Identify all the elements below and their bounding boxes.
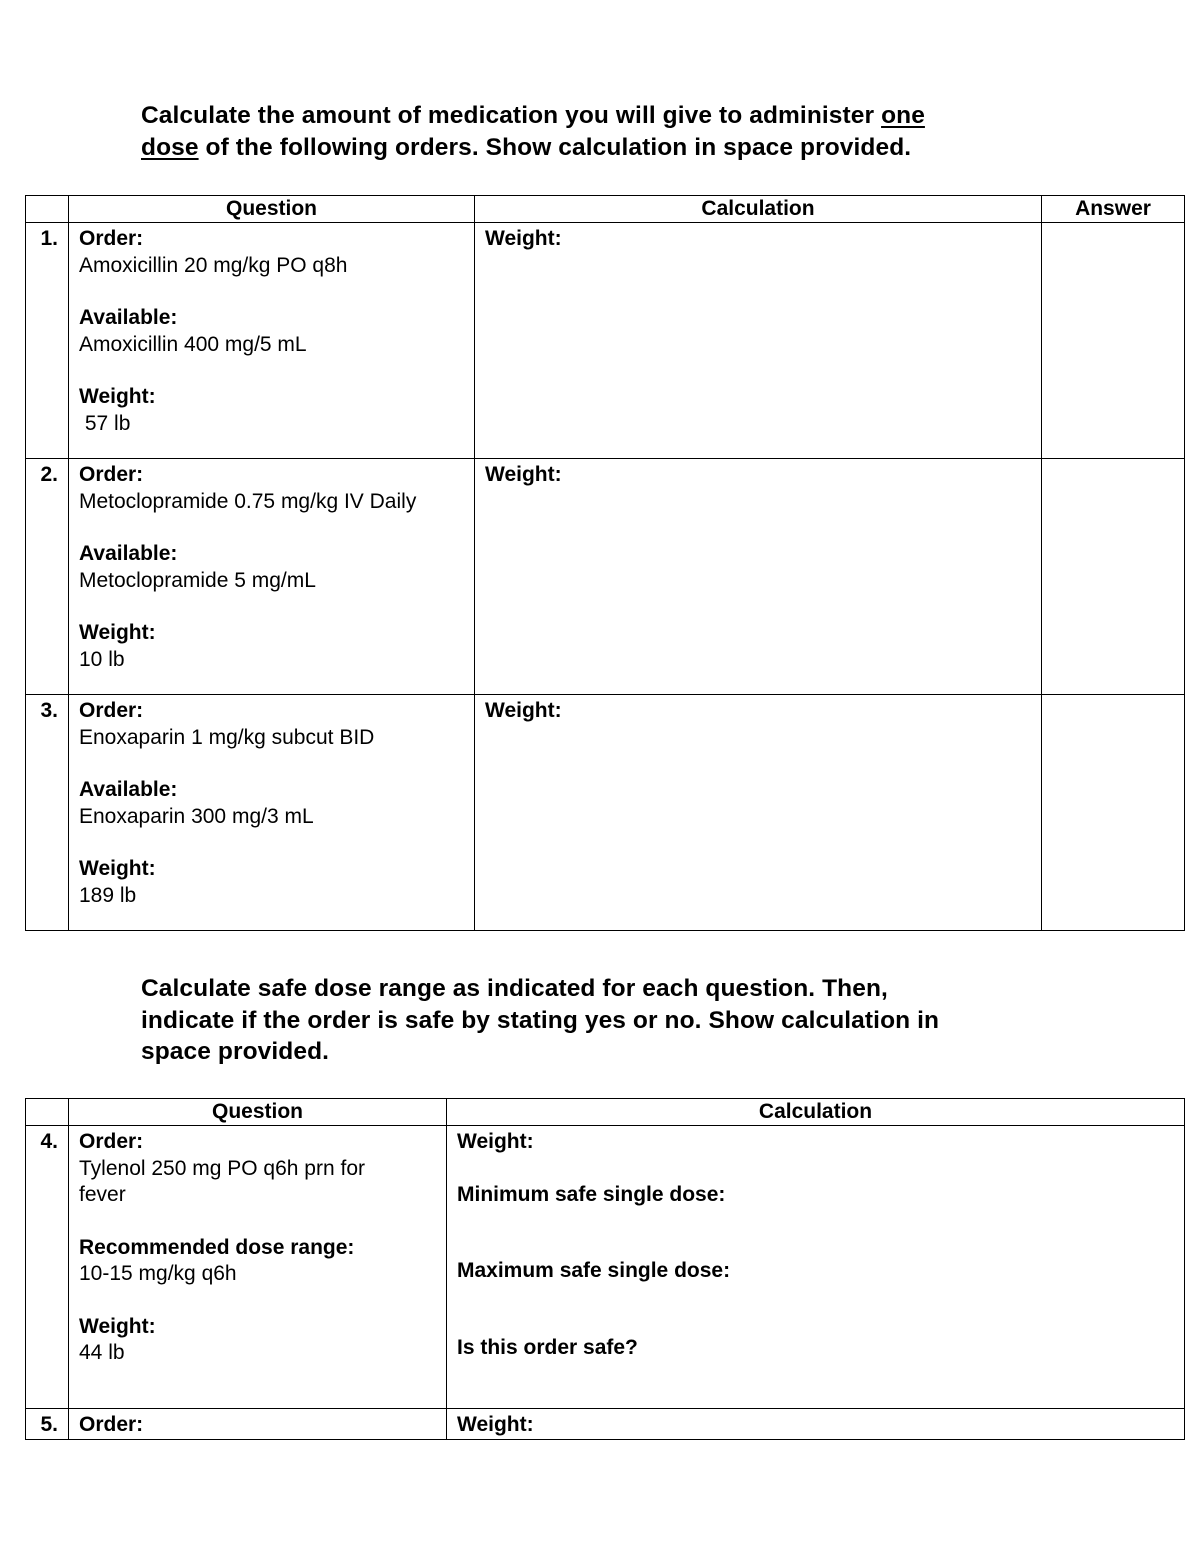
order-value: Enoxaparin 1 mg/kg subcut BID [79, 725, 375, 749]
available-label: Available: [79, 542, 178, 565]
weight-value: 10 lb [79, 647, 125, 671]
calc-weight-label: Weight: [485, 699, 562, 722]
order-label: Order: [79, 699, 144, 722]
table-header-row [26, 196, 1185, 223]
calculation-cell[interactable] [475, 459, 1042, 695]
question-number: 4. [26, 1126, 69, 1409]
calc-weight-label: Weight: [485, 463, 562, 486]
instruction-underlined-one: one [881, 102, 925, 129]
instructions-section-1 [141, 100, 925, 164]
available-value: Metoclopramide 5 mg/mL [79, 568, 316, 592]
instruction-line-3: space provided. [141, 1038, 330, 1065]
table-row [26, 1409, 1185, 1440]
safe-dose-range-table [25, 1098, 1185, 1440]
calculation-cell[interactable] [475, 223, 1042, 459]
answer-cell[interactable] [1042, 695, 1185, 931]
table-row [26, 1126, 1185, 1409]
instruction-line-2: indicate if the order is safe by stating yes or no. Show calculation in [141, 1006, 940, 1034]
table-header-row [26, 1099, 1185, 1126]
instruction-line-1 [141, 100, 925, 132]
available-value: Enoxaparin 300 mg/3 mL [79, 804, 314, 828]
table-row [26, 459, 1185, 695]
order-value-line-1: Tylenol 250 mg PO q6h prn for [79, 1156, 365, 1180]
order-label: Order: [79, 463, 144, 486]
question-number: 3. [26, 695, 69, 931]
header-calculation: Calculation [475, 196, 1042, 223]
medication-calculation-table [25, 195, 1185, 931]
dose-range-value: 10-15 mg/kg q6h [79, 1262, 237, 1285]
order-label: Order: [79, 1130, 144, 1153]
calculation-cell[interactable] [447, 1409, 1185, 1440]
calculation-cell[interactable] [475, 695, 1042, 931]
order-safe-question: Is this order safe? [457, 1335, 638, 1359]
header-calculation: Calculation [447, 1099, 1185, 1126]
order-label: Order: [79, 1413, 144, 1436]
table-row [26, 223, 1185, 459]
question-cell [69, 1409, 447, 1440]
header-number [26, 196, 69, 223]
instruction-line-1: Calculate safe dose range as indicated for each question. Then, [141, 975, 888, 1002]
order-value: Metoclopramide 0.75 mg/kg IV Daily [79, 489, 417, 513]
table-row [26, 695, 1185, 931]
order-value: Amoxicillin 20 mg/kg PO q8h [79, 253, 348, 277]
calc-weight-label: Weight: [457, 1130, 534, 1153]
header-question: Question [69, 196, 475, 223]
instruction-text: of the following orders. Show calculation in space provided. [198, 134, 912, 161]
calc-weight-label: Weight: [457, 1413, 534, 1436]
instruction-line-2 [141, 132, 925, 164]
calculation-cell[interactable] [447, 1126, 1185, 1409]
weight-label: Weight: [79, 857, 156, 880]
available-value: Amoxicillin 400 mg/5 mL [79, 332, 307, 356]
question-number: 5. [26, 1409, 69, 1440]
weight-value: 57 lb [79, 411, 131, 435]
weight-value: 44 lb [79, 1341, 125, 1364]
question-number: 2. [26, 459, 69, 695]
question-cell [69, 459, 475, 695]
weight-label: Weight: [79, 385, 156, 408]
available-label: Available: [79, 306, 178, 329]
weight-label: Weight: [79, 1314, 156, 1338]
order-value-line-2: fever [79, 1183, 126, 1206]
question-cell [69, 1126, 447, 1409]
answer-cell[interactable] [1042, 459, 1185, 695]
instruction-text: Calculate the amount of medication you will give to administer [141, 102, 882, 129]
header-answer: Answer [1042, 196, 1185, 223]
weight-value: 189 lb [79, 883, 137, 907]
min-safe-dose-label: Minimum safe single dose: [457, 1182, 726, 1206]
calc-weight-label: Weight: [485, 227, 562, 250]
weight-label: Weight: [79, 621, 156, 644]
question-cell [69, 695, 475, 931]
header-number [26, 1099, 69, 1126]
header-question: Question [69, 1099, 447, 1126]
available-label: Available: [79, 778, 178, 801]
dose-range-label: Recommended dose range: [79, 1235, 355, 1259]
question-cell [69, 223, 475, 459]
question-number: 1. [26, 223, 69, 459]
max-safe-dose-label: Maximum safe single dose: [457, 1259, 731, 1282]
instructions-section-2 [141, 973, 939, 1068]
instruction-underlined-dose: dose [141, 134, 199, 161]
answer-cell[interactable] [1042, 223, 1185, 459]
order-label: Order: [79, 227, 144, 250]
